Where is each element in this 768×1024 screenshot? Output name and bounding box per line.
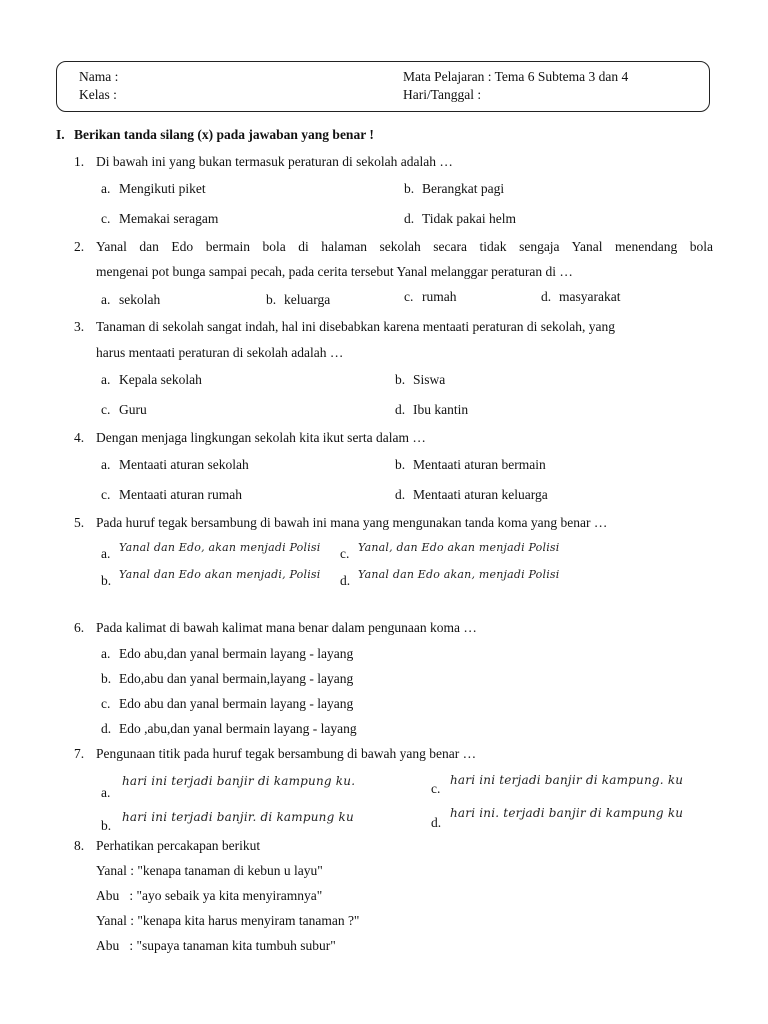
q2-d-text: masyarakat (559, 289, 621, 304)
q5-c-script: Yanal, dan Edo akan menjadi Polisi (358, 541, 560, 554)
q2-a-label: a. (101, 292, 111, 307)
q2-b-label: b. (266, 292, 277, 307)
q5-number: 5. (74, 515, 85, 530)
dialog-line: Abu : "ayo sebaik ya kita menyiramnya" (96, 888, 323, 903)
q1-number: 1. (74, 154, 85, 169)
q5-d-script: Yanal dan Edo akan, menjadi Polisi (358, 568, 560, 581)
q2-b-text: keluarga (284, 292, 331, 307)
q3-b-label: b. (395, 372, 406, 387)
q1-d-label: d. (404, 211, 415, 226)
q7-c-label: c. (431, 781, 441, 796)
q5-text: Pada huruf tegak bersambung di bawah ini mana yang mengunakan tanda koma yang benar … (96, 515, 608, 530)
q8-number: 8. (74, 838, 85, 853)
q7-b-label: b. (101, 818, 112, 833)
mapel-field: Mata Pelajaran : Tema 6 Subtema 3 dan 4 (403, 69, 629, 84)
q3-number: 3. (74, 319, 85, 334)
dialog-line: Yanal : "kenapa tanaman di kebun u layu" (96, 863, 323, 878)
q4-text: Dengan menjaga lingkungan sekolah kita ikut serta dalam … (96, 430, 426, 445)
q1-b-text: Berangkat pagi (422, 181, 505, 196)
q3-c-label: c. (101, 402, 111, 417)
q2-line1: Yanal dan Edo bermain bola di halaman sekolah secara tidak sengaja Yanal menendang bola (96, 239, 713, 254)
q3-a-label: a. (101, 372, 111, 387)
q6-a-text: Edo abu,dan yanal bermain layang - layang (119, 646, 354, 661)
q1-c-text: Memakai seragam (119, 211, 219, 226)
q1-c-label: c. (101, 211, 111, 226)
q7-b-script: hari ini terjadi banjir. di kampung ku (122, 810, 354, 824)
q2-c-label: c. (404, 289, 414, 304)
q5-d-label: d. (340, 573, 351, 588)
q7-d-label: d. (431, 815, 442, 830)
dialog-line: Yanal : "kenapa kita harus menyiram tanaman ?" (96, 913, 360, 928)
q3-c-text: Guru (119, 402, 147, 417)
q7-c-script: hari ini terjadi banjir di kampung. ku (450, 773, 684, 787)
q3-line1: Tanaman di sekolah sangat indah, hal ini disebabkan karena mentaati peraturan di sekolah, yang (96, 319, 615, 334)
q4-b-label: b. (395, 457, 406, 472)
q2-d-label: d. (541, 289, 552, 304)
q7-number: 7. (74, 746, 85, 761)
q4-number: 4. (74, 430, 85, 445)
q5-a-script: Yanal dan Edo, akan menjadi Polisi (119, 541, 321, 554)
q8-text: Perhatikan percakapan berikut (96, 838, 261, 853)
q5-c-label: c. (340, 546, 350, 561)
q4-b-text: Mentaati aturan bermain (413, 457, 546, 472)
q4-d-text: Mentaati aturan keluarga (413, 487, 548, 502)
q4-c-label: c. (101, 487, 111, 502)
q5-b-script: Yanal dan Edo akan menjadi, Polisi (119, 568, 321, 581)
q3-b-text: Siswa (413, 372, 446, 387)
q2-a-text: sekolah (119, 292, 161, 307)
q6-c-text: Edo abu dan yanal bermain layang - layang (119, 696, 354, 711)
q1-a-text: Mengikuti piket (119, 181, 206, 196)
q6-d-text: Edo ,abu,dan yanal bermain layang - layang (119, 721, 357, 736)
section-title: Berikan tanda silang (x) pada jawaban yang benar ! (74, 127, 374, 142)
kelas-field: Kelas : (79, 87, 117, 102)
q4-a-label: a. (101, 457, 111, 472)
q6-d-label: d. (101, 721, 112, 736)
q3-a-text: Kepala sekolah (119, 372, 202, 387)
q6-a-label: a. (101, 646, 111, 661)
q7-a-script: hari ini terjadi banjir di kampung ku. (122, 774, 356, 788)
q7-text: Pengunaan titik pada huruf tegak bersambung di bawah yang benar … (96, 746, 477, 761)
q1-text: Di bawah ini yang bukan termasuk peraturan di sekolah adalah … (96, 154, 453, 169)
q5-b-label: b. (101, 573, 112, 588)
q2-number: 2. (74, 239, 85, 254)
q1-d-text: Tidak pakai helm (422, 211, 516, 226)
dialog-line: Abu : "supaya tanaman kita tumbuh subur" (96, 938, 336, 953)
q6-text: Pada kalimat di bawah kalimat mana benar dalam pengunaan koma … (96, 620, 477, 635)
q1-a-label: a. (101, 181, 111, 196)
q6-b-text: Edo,abu dan yanal bermain,layang - layang (119, 671, 354, 686)
q6-c-label: c. (101, 696, 111, 711)
q5-a-label: a. (101, 546, 111, 561)
q3-line2: harus mentaati peraturan di sekolah adalah … (96, 345, 344, 360)
q6-b-label: b. (101, 671, 112, 686)
q1-b-label: b. (404, 181, 415, 196)
q4-c-text: Mentaati aturan rumah (119, 487, 242, 502)
q4-d-label: d. (395, 487, 406, 502)
q7-a-label: a. (101, 785, 111, 800)
q2-c-text: rumah (422, 289, 457, 304)
section-number: I. (56, 127, 65, 142)
q3-d-label: d. (395, 402, 406, 417)
q6-number: 6. (74, 620, 85, 635)
q7-d-script: hari ini. terjadi banjir di kampung ku (450, 806, 684, 820)
q2-line2: mengenai pot bunga sampai pecah, pada cerita tersebut Yanal melanggar peraturan di … (96, 264, 573, 279)
nama-field: Nama : (79, 69, 119, 84)
hari-field: Hari/Tanggal : (403, 87, 482, 102)
q4-a-text: Mentaati aturan sekolah (119, 457, 249, 472)
q3-d-text: Ibu kantin (413, 402, 469, 417)
